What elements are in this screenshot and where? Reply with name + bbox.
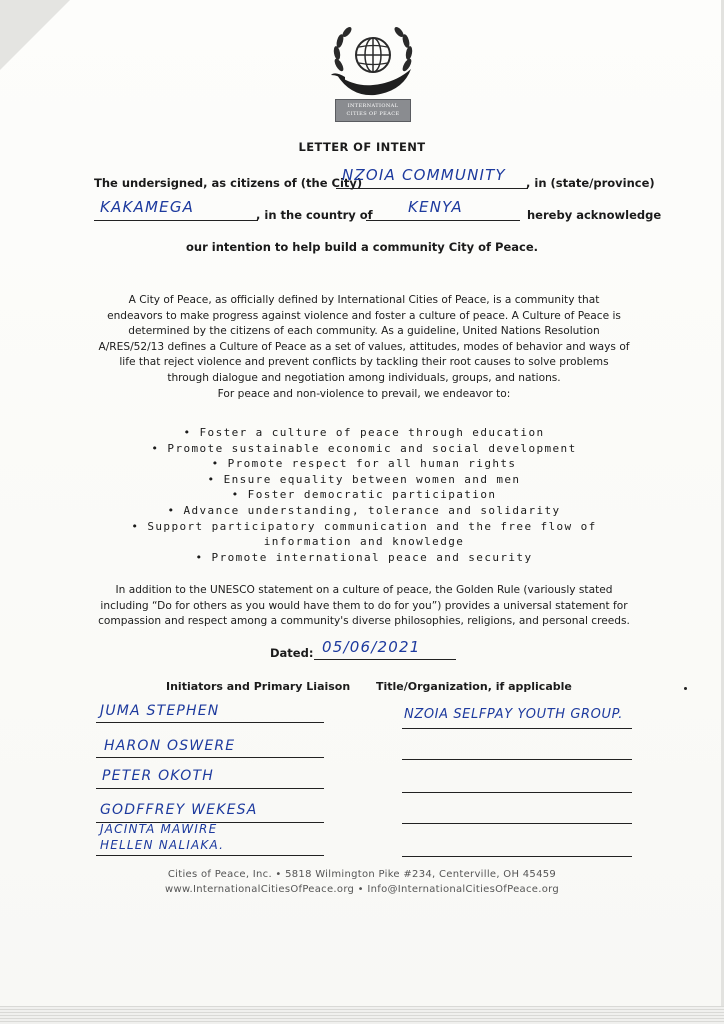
initiators-column-header: Initiators and Primary Liaison: [166, 680, 351, 693]
definition-line: endeavors to make progress against violence and foster a culture of peace. A Culture of Peace is: [107, 309, 621, 322]
goals-list: [100, 425, 628, 565]
organization-line-1: [402, 728, 632, 729]
goal-item: • Support participatory communication and the free flow of: [131, 519, 597, 533]
country-handwritten: KENYA: [408, 198, 463, 216]
international-cities-of-peace-logo: [325, 25, 421, 125]
goal-item-continued: information and knowledge: [263, 535, 465, 549]
country-field-line: [366, 220, 520, 221]
footer-web-contact: www.InternationalCitiesOfPeace.org • Info@InternationalCitiesOfPeace.org: [164, 884, 560, 895]
definition-line: A City of Peace, as officially defined by International Cities of Peace, is a community that: [128, 294, 600, 306]
golden-rule-line: In addition to the UNESCO statement on a culture of peace, the Golden Rule (variously stated: [115, 584, 613, 596]
folded-corner: [0, 0, 70, 70]
goal-item: • Foster a culture of peace through education: [183, 426, 545, 439]
organization-line-2: [402, 759, 632, 760]
organization-column-header: Title/Organization, if applicable: [376, 680, 572, 693]
intro-country-label: , in the country of: [256, 208, 373, 222]
goal-item: • Foster democratic participation: [231, 488, 497, 502]
definition-line: life that reject violence and prevent conflicts by tackling their root causes to solve problems: [119, 356, 609, 369]
definition-paragraph: [80, 293, 648, 402]
logo-text-line1: INTERNATIONAL: [347, 103, 399, 109]
signature-line-1: [96, 722, 324, 723]
signatory-name-3: PETER OKOTH: [102, 768, 214, 784]
organization-line-3: [402, 792, 632, 793]
dated-label: Dated:: [270, 646, 314, 660]
definition-line: determined by the citizens of each community. As a guideline, United Nations Resolution: [128, 325, 600, 338]
signatory-name-1: JUMA STEPHEN: [100, 703, 220, 719]
intro-city-label: The undersigned, as citizens of (the City): [94, 176, 363, 190]
golden-rule-line: including “Do for others as you would have them to do for you”) provides a universal statement for: [100, 599, 628, 612]
globe-dove-laurel-icon: [325, 25, 421, 101]
signature-line-3: [96, 788, 324, 789]
province-field-line: [94, 220, 258, 221]
organization-line-4: [402, 823, 632, 824]
footer-address: Cities of Peace, Inc. • 5818 Wilmington Pike #234, Centerville, OH 45459: [167, 869, 557, 880]
intro-acknowledge-label: hereby acknowledge: [527, 208, 662, 222]
city-handwritten: NZOIA COMMUNITY: [342, 166, 506, 184]
date-field-line: [314, 659, 456, 660]
signatory-name-2: HARON OSWERE: [104, 738, 236, 754]
document-title: LETTER OF INTENT: [298, 140, 426, 154]
definition-line: A/RES/52/13 defines a Culture of Peace as a set of values, attitudes, modes of behavior and ways of: [98, 340, 630, 353]
goal-item: • Promote international peace and security: [195, 550, 533, 564]
intro-province-label: , in (state/province): [526, 176, 655, 190]
intro-intention-line: our intention to help build a community City of Peace.: [185, 240, 539, 254]
golden-rule-paragraph: [70, 583, 658, 630]
signature-line-2: [96, 757, 324, 758]
page-edge-bottom: [0, 1006, 724, 1024]
goal-item: • Ensure equality between women and men: [207, 472, 521, 486]
province-handwritten: KAKAMEGA: [100, 198, 195, 216]
signatory-name-4: GODFFREY WEKESA: [100, 802, 258, 818]
logo-text-line2: CITIES OF PEACE: [346, 111, 400, 117]
city-field-line: [336, 188, 528, 189]
signatory-name-6: HELLEN NALIAKA.: [100, 838, 225, 852]
date-handwritten: 05/06/2021: [322, 638, 421, 656]
signatory-name-5: JACINTA MAWIRE: [100, 822, 218, 836]
organization-line-5: [402, 856, 632, 857]
signature-line-5: [96, 855, 324, 856]
definition-line: For peace and non-violence to prevail, we endeavor to:: [217, 387, 511, 400]
definition-line: through dialogue and negotiation among individuals, groups, and nations.: [167, 371, 561, 384]
goal-item: • Advance understanding, tolerance and solidarity: [167, 503, 561, 517]
logo-plaque: [335, 99, 411, 122]
goal-item: • Promote sustainable economic and social development: [151, 441, 577, 455]
signatory-organization-1: NZOIA SELFPAY YOUTH GROUP.: [404, 707, 624, 722]
ink-speck: [684, 687, 687, 690]
golden-rule-line: compassion and respect among a community's diverse philosophies, religions, and personal creeds.: [98, 615, 630, 628]
goal-item: • Promote respect for all human rights: [211, 457, 517, 471]
